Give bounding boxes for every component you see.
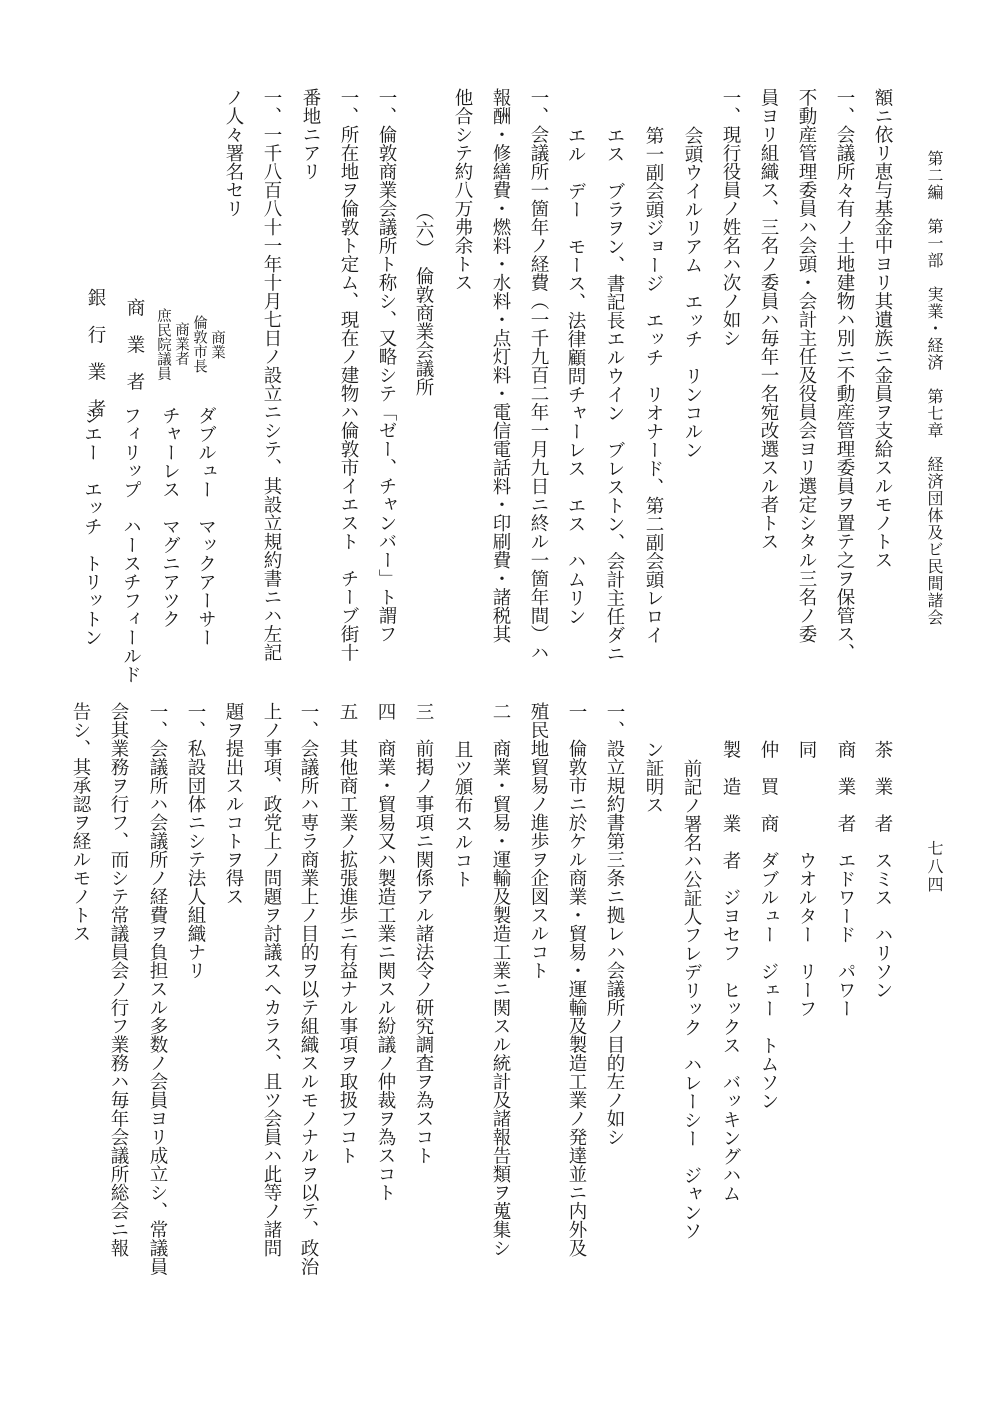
text-line: 製 造 業 者 ジヨセフ ヒックス バッキングハム	[720, 740, 741, 1203]
text-line: 一 倫敦市ニ於ケル商業・貿易・運輸及製造工業ノ発達並ニ内外及	[566, 702, 587, 1257]
signatory-name: ジエー エッチ トリットン	[81, 406, 103, 647]
signatory-title: 商業	[209, 329, 225, 359]
text-line: （六） 倫敦商業会議所	[413, 202, 434, 397]
text-line: ノ人々署名セリ	[223, 88, 244, 218]
text-line: 一、一千八百八十一年十月七日ノ設立ニシテ、其設立規約書ニハ左記	[261, 88, 282, 662]
text-line: 二 商業・貿易・運輸及製造工業ニ関スル統計及諸報告類ヲ蒐集シ	[490, 702, 511, 1257]
signatory-title: 倫敦市長	[191, 315, 207, 373]
text-line: 不動産管理委員ハ会頭・会計主任及役員会ヨリ選定シタル三名ノ委	[796, 88, 817, 643]
text-line: 一、会議所々有ノ土地建物ハ別ニ不動産管理委員ヲ置テ之ヲ保管ス、	[834, 88, 855, 662]
text-line: 仲 買 商 ダブルュー ジェー トムソン	[758, 740, 779, 1110]
text-line: 報酬・修繕費・燃料・水料・点灯料・電信電話料・印刷費・諸税其	[490, 88, 511, 643]
signatory-title: 銀 行 業 者	[85, 288, 106, 418]
text-line: 殖民地貿易ノ進歩ヲ企図スルコト	[528, 702, 549, 980]
text-line: 会頭ウイルリアム エッチ リンコルン	[682, 126, 703, 459]
text-line: 第一副会頭ジョージ エッチ リオナード、第二副会頭レロイ	[643, 126, 664, 644]
text-line: 商 業 者 エドワード パワー	[835, 740, 856, 1018]
text-line: 一、会議所ハ会議所ノ経費ヲ負担スル多数ノ会員ヨリ成立シ、常議員	[147, 702, 168, 1276]
signatory-title: 庶民院議員	[155, 307, 171, 381]
text-line: 五 其他商工業ノ拡張進歩ニ有益ナル事項ヲ取扱フコト	[337, 702, 358, 1165]
text-line: ン証明ス	[643, 740, 664, 814]
text-line: 告シ、其承認ヲ経ルモノトス	[70, 702, 91, 943]
text-line: 番地ニアリ	[300, 88, 321, 181]
text-line: 一、会議所ハ専ラ商業上ノ目的ヲ以テ組織スルモノナルヲ以テ、政治	[298, 702, 319, 1276]
text-line: 一、会議所一箇年ノ経費（一千九百二年一月九日ニ終ル一箇年間）ハ	[528, 88, 549, 662]
signatory-entry	[70, 288, 114, 668]
signatory-name: フィリップ ハースチフィールド	[120, 406, 142, 684]
signatory-title: 商 業 者	[124, 297, 145, 391]
text-line: 一、倫敦商業会議所ト称シ、又略シテ「ゼー、チャンバー」ト謂フ	[376, 88, 397, 643]
signatory-entry	[109, 288, 153, 684]
text-line: 且ツ頒布スルコト	[452, 740, 473, 888]
text-line: 同 ウオルター リーフ	[796, 740, 817, 1018]
text-line: 一、設立規約書第三条ニ拠レハ会議所ノ目的左ノ如シ	[604, 702, 625, 1146]
text-line: 一、所在地ヲ倫敦ト定ム、現在ノ建物ハ倫敦市イエスト チーブ街十	[338, 88, 359, 662]
text-line: 題ヲ提出スルコトヲ得ス	[223, 702, 244, 906]
text-line: 員ヨリ組織ス、三名ノ委員ハ毎年一名宛改選スル者トス	[758, 88, 779, 551]
text-line: 他合シテ約八万弗余トス	[452, 88, 473, 292]
signatory-name: ダブルュー マックアーサー	[195, 406, 217, 647]
text-line: 茶 業 者 スミス ハリソン	[872, 740, 893, 999]
signatory-title: 商業者	[173, 322, 189, 366]
text-line: 会其業務ヲ行フ、而シテ常議員会ノ行フ業務ハ毎年会議所総会ニ報	[108, 702, 129, 1257]
text-line: 三 前掲ノ事項ニ関係アル諸法令ノ研究調査ヲ為スコト	[413, 702, 434, 1165]
text-line: エス ブラヲン、書記長エルウイン ブレストン、会計主任ダニ	[604, 126, 625, 663]
text-line: エル デー モース、法律顧問チャーレス エス ハムリン	[565, 126, 586, 626]
text-line: 四 商業・貿易又ハ製造工業ニ関スル紛議ノ仲裁ヲ為スコト	[375, 702, 396, 1202]
text-line: 一、私設団体ニシテ法人組織ナリ	[185, 702, 206, 980]
running-header: 第二編 第一部 実業・経済 第七章 経済団体及ビ民間諸会	[925, 150, 944, 626]
text-line: 一、現行役員ノ姓名ハ次ノ如シ	[720, 88, 741, 347]
text-line: 前記ノ署名ハ公証人フレデリック ハレーシー ジャンソ	[681, 759, 702, 1240]
text-line: 額ニ依リ恵与基金中ヨリ其遺族ニ金員ヲ支給スルモノトス	[872, 88, 893, 569]
signatory-name: チャーレス マグニアツク	[159, 406, 181, 628]
signatory-entry	[148, 288, 192, 668]
page-number: 七八四	[925, 840, 944, 894]
text-line: 上ノ事項、政党上ノ問題ヲ討議スヘカラス、且ツ会員ハ此等ノ諸問	[261, 702, 282, 1257]
